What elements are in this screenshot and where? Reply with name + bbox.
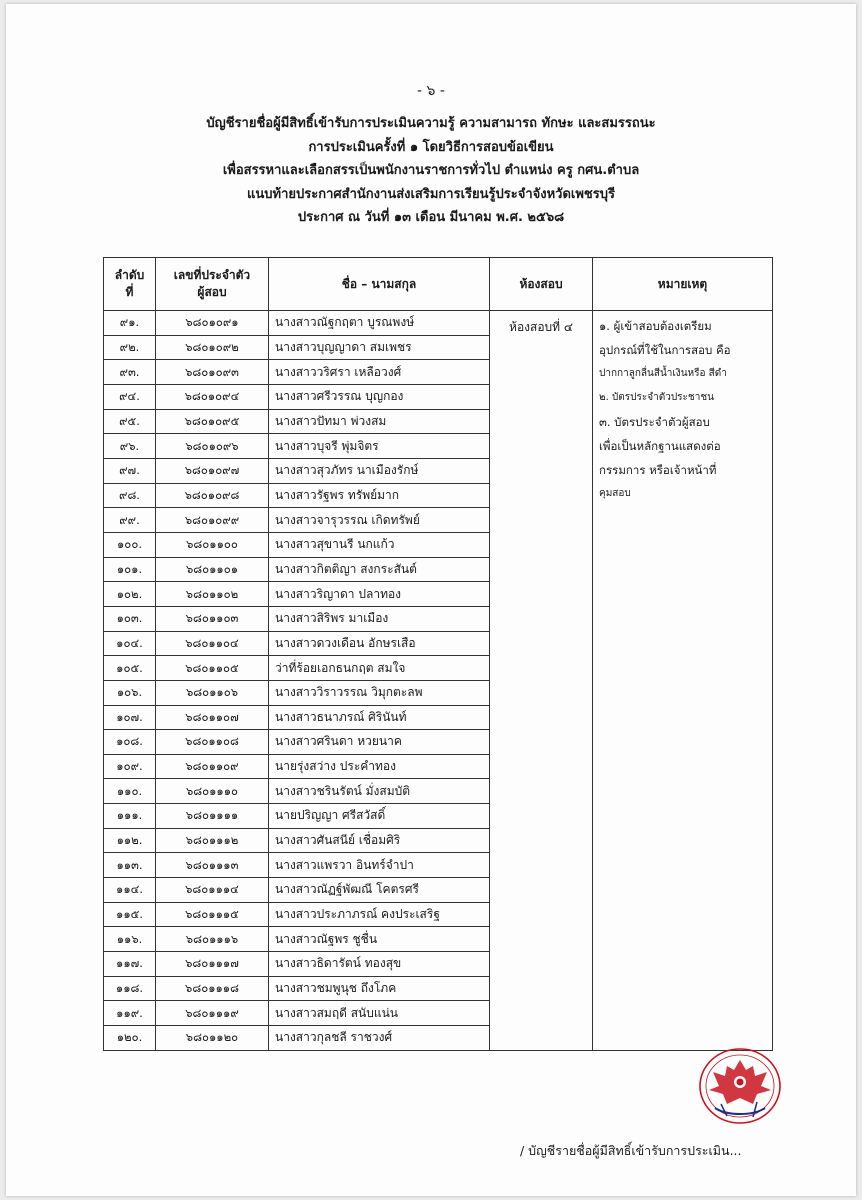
candidate-name: นางสาวศรินดา หวยนาค	[269, 730, 490, 755]
table-header-row	[104, 258, 773, 311]
row-number: ๑๐๕.	[104, 656, 156, 681]
row-number: ๙๖.	[104, 434, 156, 459]
table-row	[104, 311, 773, 336]
candidate-name: นางสาวริญาดา ปลาทอง	[269, 582, 490, 607]
candidate-name: นายรุ่งสว่าง ประคำทอง	[269, 754, 490, 779]
candidate-name: นางสาวสมฤดี สนับแน่น	[269, 1001, 490, 1026]
row-number: ๑๑๐.	[104, 779, 156, 804]
heading-line: ประกาศ ณ วันที่ ๑๓ เดือน มีนาคม พ.ศ. ๒๕๖๘	[297, 210, 565, 225]
candidate-id: ๖๘๐๑๑๑๑	[156, 804, 269, 829]
candidate-id: ๖๘๐๑๑๐๕	[156, 656, 269, 681]
candidate-id: ๖๘๐๑๑๑๓	[156, 853, 269, 878]
remark-line: ๑. ผู้เข้าสอบต้องเตรียม	[599, 319, 712, 333]
remark-line: อุปกรณ์ที่ใช้ในการสอบ คือ	[599, 343, 731, 357]
continuation-note: / บัญชีรายชื่อผู้มีสิทธิ์เข้ารับการประเมิน...	[520, 1143, 742, 1158]
candidate-name: นางสาวณัฐกฤตา บูรณพงษ์	[269, 311, 490, 336]
row-number: ๑๑๔.	[104, 878, 156, 903]
row-number: ๙๙.	[104, 508, 156, 533]
row-number: ๙๗.	[104, 458, 156, 483]
candidate-id: ๖๘๐๑๑๑๘	[156, 976, 269, 1001]
garuda-seal-icon	[697, 1046, 783, 1126]
row-number: ๑๐๑.	[104, 557, 156, 582]
row-number: ๑๐๒.	[104, 582, 156, 607]
candidate-id: ๖๘๐๑๐๙๑	[156, 311, 269, 336]
row-number: ๙๔.	[104, 384, 156, 409]
row-number: ๑๑๘.	[104, 976, 156, 1001]
remark-line: ปากกาลูกลื่นสีน้ำเงินหรือ สีดำ	[599, 368, 727, 379]
candidate-id: ๖๘๐๑๑๐๘	[156, 730, 269, 755]
remark-line: ๒. บัตรประจำตัวประชาชน	[599, 392, 714, 403]
row-number: ๑๐๓.	[104, 606, 156, 631]
candidate-name: นางสาวแพรวา อินทร์จำปา	[269, 853, 490, 878]
candidate-name: นางสาวสุวภัทร นาเมืองรักษ์	[269, 458, 490, 483]
candidate-id: ๖๘๐๑๐๙๗	[156, 458, 269, 483]
candidate-id: ๖๘๐๑๑๑๙	[156, 1001, 269, 1026]
row-number: ๑๑๓.	[104, 853, 156, 878]
row-number: ๙๑.	[104, 311, 156, 336]
candidate-name: นางสาวสิริพร มาเมือง	[269, 606, 490, 631]
candidate-id: ๖๘๐๑๐๙๘	[156, 483, 269, 508]
candidate-name: นางสาววิราวรรณ วิมุกตะลพ	[269, 680, 490, 705]
candidate-name: นางสาวชมพูนุช ถึงโภค	[269, 976, 490, 1001]
header-id: เลขที่ประจำตัว ผู้สอบ	[156, 258, 269, 311]
row-number: ๑๑๑.	[104, 804, 156, 829]
row-number: ๑๑๗.	[104, 952, 156, 977]
row-number: ๑๐๗.	[104, 705, 156, 730]
page-number: - ๖ -	[417, 83, 445, 99]
candidate-id: ๖๘๐๑๑๐๓	[156, 606, 269, 631]
candidate-name: นางสาวธิดารัตน์ ทองสุข	[269, 952, 490, 977]
remark-line: ๓. บัตรประจำตัวผู้สอบ	[599, 415, 710, 429]
remark-line: กรรมการ หรือเจ้าหน้าที่	[599, 463, 717, 477]
candidate-id: ๖๘๐๑๑๑๖	[156, 927, 269, 952]
candidate-id: ๖๘๐๑๐๙๕	[156, 409, 269, 434]
remark-line: เพื่อเป็นหลักฐานแสดงต่อ	[599, 439, 721, 453]
row-number: ๙๒.	[104, 335, 156, 360]
candidate-name: นางสาวสุขานรี นกแก้ว	[269, 532, 490, 557]
candidate-name: นางสาวณัฐพร ชูชื่น	[269, 927, 490, 952]
row-number: ๑๒๐.	[104, 1026, 156, 1051]
header-no: ลำดับ ที่	[104, 258, 156, 311]
candidate-name: นางสาวจารุวรรณ เกิดทรัพย์	[269, 508, 490, 533]
candidate-id: ๖๘๐๑๑๐๑	[156, 557, 269, 582]
candidate-id: ๖๘๐๑๐๙๓	[156, 360, 269, 385]
candidate-id: ๖๘๐๑๐๙๔	[156, 384, 269, 409]
header-name: ชื่อ – นามสกุล	[269, 258, 490, 311]
candidate-name: ว่าที่ร้อยเอกธนกฤต สมใจ	[269, 656, 490, 681]
row-number: ๑๐๖.	[104, 680, 156, 705]
row-number: ๑๐๔.	[104, 631, 156, 656]
candidate-table	[103, 257, 773, 1051]
header-note: หมายเหตุ	[593, 258, 773, 311]
row-number: ๙๘.	[104, 483, 156, 508]
row-number: ๑๑๖.	[104, 927, 156, 952]
document-heading	[6, 112, 856, 230]
candidate-name: นางสาวรัฐพร ทรัพย์มาก	[269, 483, 490, 508]
candidate-id: ๖๘๐๑๑๒๐	[156, 1026, 269, 1051]
heading-line: เพื่อสรรหาและเลือกสรรเป็นพนักงานราชการทั่วไป ตำแหน่ง ครู กศน.ตำบล	[222, 163, 640, 178]
heading-line: การประเมินครั้งที่ ๑ โดยวิธีการสอบข้อเขียน	[308, 139, 554, 155]
row-number: ๙๓.	[104, 360, 156, 385]
exam-room: ห้องสอบที่ ๔	[490, 311, 593, 1051]
remark-line: คุมสอบ	[599, 488, 631, 499]
row-number: ๑๐๐.	[104, 532, 156, 557]
heading-line: บัญชีรายชื่อผู้มีสิทธิ์เข้ารับการประเมินความรู้ ความสามารถ ทักษะ และสมรรถนะ	[206, 116, 656, 131]
candidate-name: นางสาวประภาภรณ์ คงประเสริฐ	[269, 902, 490, 927]
row-number: ๑๐๙.	[104, 754, 156, 779]
candidate-id: ๖๘๐๑๑๐๒	[156, 582, 269, 607]
candidate-name: นางสาวกิตติญา สงกระสันต์	[269, 557, 490, 582]
candidate-name: นางสาววริศรา เหลือวงศ์	[269, 360, 490, 385]
candidate-id: ๖๘๐๑๑๐๔	[156, 631, 269, 656]
candidate-id: ๖๘๐๑๑๑๗	[156, 952, 269, 977]
candidate-id: ๖๘๐๑๑๑๕	[156, 902, 269, 927]
candidate-name: นางสาวธนาภรณ์ ศิรินันท์	[269, 705, 490, 730]
candidate-name: นางสาวบุญญาดา สมเพชร	[269, 335, 490, 360]
candidate-name: นางสาวศรีวรรณ บุญกอง	[269, 384, 490, 409]
candidate-id: ๖๘๐๑๐๙๒	[156, 335, 269, 360]
header-room: ห้องสอบ	[490, 258, 593, 311]
candidate-name: นางสาวณัฏฐ์พัฒณี โคตรศรี	[269, 878, 490, 903]
heading-line: แนบท้ายประกาศสำนักงานส่งเสริมการเรียนรู้ประจำจังหวัดเพชรบุรี	[247, 186, 615, 202]
candidate-id: ๖๘๐๑๑๑๔	[156, 878, 269, 903]
candidate-name: นายปริญญา ศรีสวัสดิ์	[269, 804, 490, 829]
candidate-name: นางสาวชรินรัตน์ มั่งสมบัติ	[269, 779, 490, 804]
candidate-name: นางสาวกุลชลี ราชวงศ์	[269, 1026, 490, 1051]
candidate-name: นางสาวศันสนีย์ เชื่อมศิริ	[269, 828, 490, 853]
candidate-id: ๖๘๐๑๑๐๐	[156, 532, 269, 557]
candidate-name: นางสาวดวงเดือน อักษรเสือ	[269, 631, 490, 656]
row-number: ๑๑๒.	[104, 828, 156, 853]
row-number: ๙๕.	[104, 409, 156, 434]
candidate-id: ๖๘๐๑๐๙๖	[156, 434, 269, 459]
candidate-name: นางสาวปัทมา พ่วงสม	[269, 409, 490, 434]
candidate-id: ๖๘๐๑๑๑๐	[156, 779, 269, 804]
remarks	[593, 311, 773, 1051]
row-number: ๑๑๕.	[104, 902, 156, 927]
row-number: ๑๐๘.	[104, 730, 156, 755]
candidate-id: ๖๘๐๑๐๙๙	[156, 508, 269, 533]
candidate-id: ๖๘๐๑๑๑๒	[156, 828, 269, 853]
candidate-id: ๖๘๐๑๑๐๖	[156, 680, 269, 705]
row-number: ๑๑๙.	[104, 1001, 156, 1026]
candidate-id: ๖๘๐๑๑๐๙	[156, 754, 269, 779]
candidate-id: ๖๘๐๑๑๐๗	[156, 705, 269, 730]
candidate-name: นางสาวบุจรี พุ่มจิตร	[269, 434, 490, 459]
